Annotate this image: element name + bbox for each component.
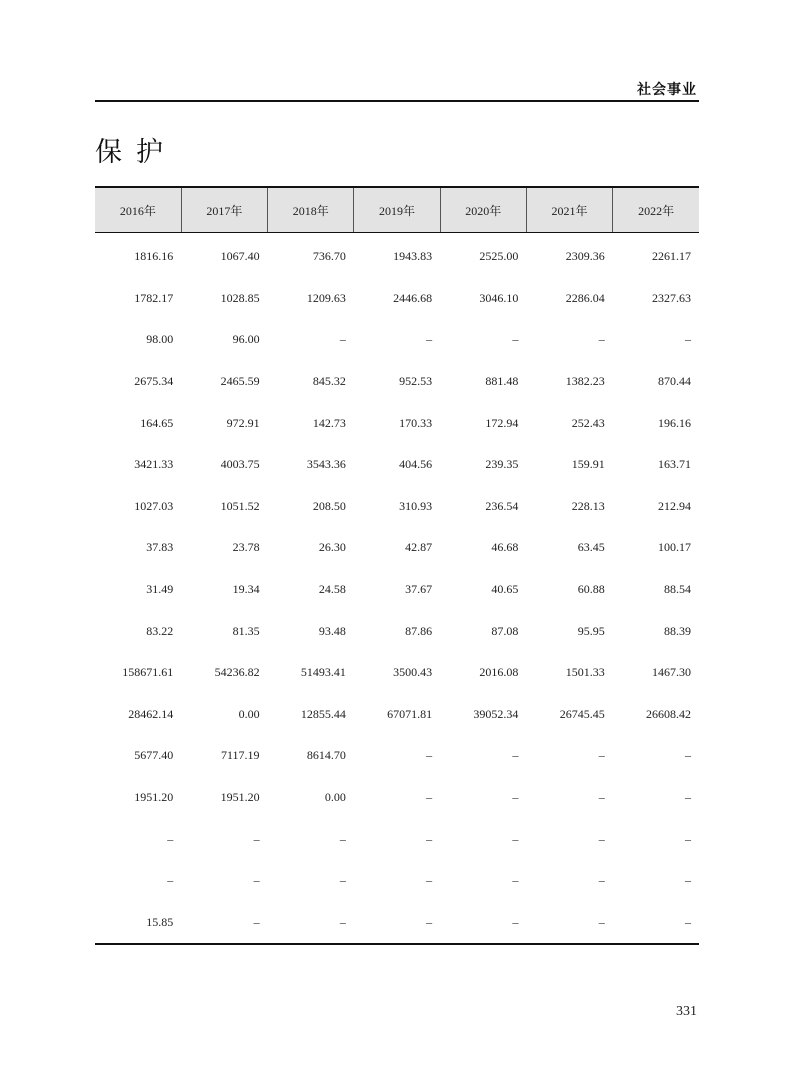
table-cell: 1067.40 (220, 249, 260, 264)
table-row (95, 902, 699, 945)
table-cell: 54236.82 (214, 665, 260, 680)
table-cell: 81.35 (232, 623, 260, 638)
table-cell: 1209.63 (306, 290, 346, 305)
table-cell: 100.17 (658, 540, 691, 555)
table-row (95, 527, 699, 569)
table-cell: 37.83 (146, 540, 174, 555)
table-cell: 1028.85 (220, 290, 260, 305)
page-number: 331 (676, 1004, 697, 1019)
table-cell: 12855.44 (300, 706, 346, 721)
table-row (95, 694, 699, 736)
table-cell: 4003.75 (220, 457, 260, 472)
table-cell: 2465.59 (220, 374, 260, 389)
table-cell: – (598, 831, 605, 846)
table-cell: – (440, 902, 526, 945)
table-cell: 83.22 (146, 623, 174, 638)
table-cell: 1027.03 (134, 498, 174, 513)
table-cell: 164.65 (140, 415, 174, 430)
table-cell: 163.71 (658, 457, 691, 472)
table-cell: 236.54 (485, 498, 519, 513)
table-cell: – (167, 873, 174, 888)
table-cell: 3421.33 (134, 457, 174, 472)
table-cell: – (598, 748, 605, 763)
table-cell: – (685, 831, 691, 846)
table-cell: 8614.70 (306, 748, 346, 763)
table-cell: 972.91 (226, 415, 260, 430)
table-row (95, 860, 699, 902)
column-header: 2021年 (526, 187, 612, 233)
table-cell: 7117.19 (221, 748, 260, 763)
table-cell: – (512, 873, 519, 888)
table-row (95, 361, 699, 403)
table-cell: 2016.08 (479, 665, 519, 680)
table-cell: – (426, 748, 433, 763)
table-cell: 2525.00 (479, 249, 519, 264)
table-cell: 39052.34 (473, 706, 519, 721)
section-label: 社会事业 (637, 82, 697, 98)
table-cell: 87.86 (405, 623, 433, 638)
table-row (95, 735, 699, 777)
table-cell: – (426, 332, 433, 347)
table-cell: 239.35 (485, 457, 519, 472)
table-row (95, 444, 699, 486)
table-cell: 196.16 (658, 415, 691, 430)
table-cell: 0.00 (324, 790, 346, 805)
table-cell: 5677.40 (134, 748, 174, 763)
table-row (95, 278, 699, 320)
table-cell: – (598, 873, 605, 888)
table-row (95, 402, 699, 444)
table-cell: – (512, 790, 519, 805)
column-header: 2022年 (613, 187, 699, 233)
column-header: 2017年 (181, 187, 267, 233)
table-cell: – (526, 902, 612, 945)
table-cell: – (339, 831, 346, 846)
table-cell: 51493.41 (300, 665, 346, 680)
table-cell: 159.91 (571, 457, 605, 472)
table-cell: – (598, 790, 605, 805)
table-cell: 2286.04 (565, 290, 605, 305)
column-header: 2019年 (354, 187, 440, 233)
table-cell: – (339, 873, 346, 888)
table-row (95, 610, 699, 652)
table-cell: – (512, 748, 519, 763)
table-row (95, 233, 699, 278)
table-cell: 845.32 (312, 374, 346, 389)
table-cell: – (339, 332, 346, 347)
table-cell: – (685, 748, 691, 763)
table-cell: – (426, 790, 433, 805)
table-cell: 1467.30 (652, 665, 691, 680)
table-row (95, 569, 699, 611)
table-cell: 228.13 (571, 498, 605, 513)
table-cell: – (685, 790, 691, 805)
table-cell: 31.49 (146, 582, 174, 597)
table-cell: – (613, 902, 699, 945)
table-cell: 208.50 (312, 498, 346, 513)
table-cell: 2327.63 (652, 290, 691, 305)
table-cell: 142.73 (312, 415, 346, 430)
table-row (95, 486, 699, 528)
table-cell: 98.00 (146, 332, 174, 347)
table-cell: 2446.68 (393, 290, 433, 305)
table-cell: 88.54 (664, 582, 691, 597)
table-cell: 952.53 (399, 374, 433, 389)
table-cell: 1051.52 (220, 498, 260, 513)
table-cell: 96.00 (232, 332, 260, 347)
table-row (95, 319, 699, 361)
table-cell: – (685, 873, 691, 888)
table-cell: 3046.10 (479, 290, 519, 305)
table-cell: 2675.34 (134, 374, 174, 389)
column-header: 2020年 (440, 187, 526, 233)
table-cell: 170.33 (399, 415, 433, 430)
table-cell: – (426, 831, 433, 846)
table-cell: 1501.33 (565, 665, 605, 680)
table-cell: 60.88 (577, 582, 605, 597)
table-cell: – (512, 332, 519, 347)
page-title: 保护 (95, 137, 177, 168)
header-rule (95, 100, 699, 102)
table-cell: – (253, 831, 260, 846)
table-cell: 736.70 (312, 249, 346, 264)
table-cell: – (598, 332, 605, 347)
data-table (95, 186, 699, 945)
table-cell: 88.39 (664, 623, 691, 638)
table-cell: 1816.16 (134, 249, 174, 264)
table-cell: 23.78 (232, 540, 260, 555)
table-cell: 63.45 (577, 540, 605, 555)
table-cell: 2309.36 (565, 249, 605, 264)
table-row (95, 777, 699, 819)
table-cell: 15.85 (95, 902, 181, 945)
table-cell: 0.00 (238, 706, 260, 721)
table-cell: – (512, 831, 519, 846)
data-table-container (95, 186, 699, 945)
table-cell: – (685, 332, 691, 347)
table-cell: 1951.20 (220, 790, 260, 805)
column-header: 2016年 (95, 187, 181, 233)
table-cell: 40.65 (491, 582, 519, 597)
table-cell: 172.94 (485, 415, 519, 430)
table-cell: – (426, 873, 433, 888)
table-header-row (95, 187, 699, 233)
table-cell: 1943.83 (393, 249, 433, 264)
table-cell: 37.67 (405, 582, 433, 597)
table-cell: 212.94 (658, 498, 691, 513)
table-cell: 19.34 (232, 582, 260, 597)
table-cell: 881.48 (485, 374, 519, 389)
table-cell: 1382.23 (565, 374, 605, 389)
column-header: 2018年 (268, 187, 354, 233)
table-cell: 1782.17 (134, 290, 174, 305)
table-cell: – (181, 902, 267, 945)
table-cell: 95.95 (577, 623, 605, 638)
table-cell: 26608.42 (646, 706, 691, 721)
table-row (95, 818, 699, 860)
table-cell: – (253, 873, 260, 888)
table-row (95, 652, 699, 694)
table-body (95, 233, 699, 945)
table-cell: 28462.14 (128, 706, 174, 721)
table-cell: – (268, 902, 354, 945)
table-cell: 93.48 (318, 623, 346, 638)
table-cell: 42.87 (405, 540, 433, 555)
table-cell: 3543.36 (306, 457, 346, 472)
table-cell: 252.43 (571, 415, 605, 430)
table-header (95, 187, 699, 233)
table-cell: 46.68 (491, 540, 519, 555)
table-cell: 26.30 (318, 540, 346, 555)
table-cell: 26745.45 (559, 706, 605, 721)
table-cell: 24.58 (318, 582, 346, 597)
table-cell: 1951.20 (134, 790, 174, 805)
table-cell: 2261.17 (652, 249, 691, 264)
table-cell: 67071.81 (387, 706, 433, 721)
table-cell: 404.56 (399, 457, 433, 472)
table-cell: 310.93 (399, 498, 433, 513)
table-cell: 158671.61 (122, 665, 174, 680)
table-cell: 870.44 (658, 374, 691, 389)
table-cell: 87.08 (491, 623, 519, 638)
table-cell: 3500.43 (393, 665, 433, 680)
table-cell: – (354, 902, 440, 945)
table-cell: – (167, 831, 174, 846)
